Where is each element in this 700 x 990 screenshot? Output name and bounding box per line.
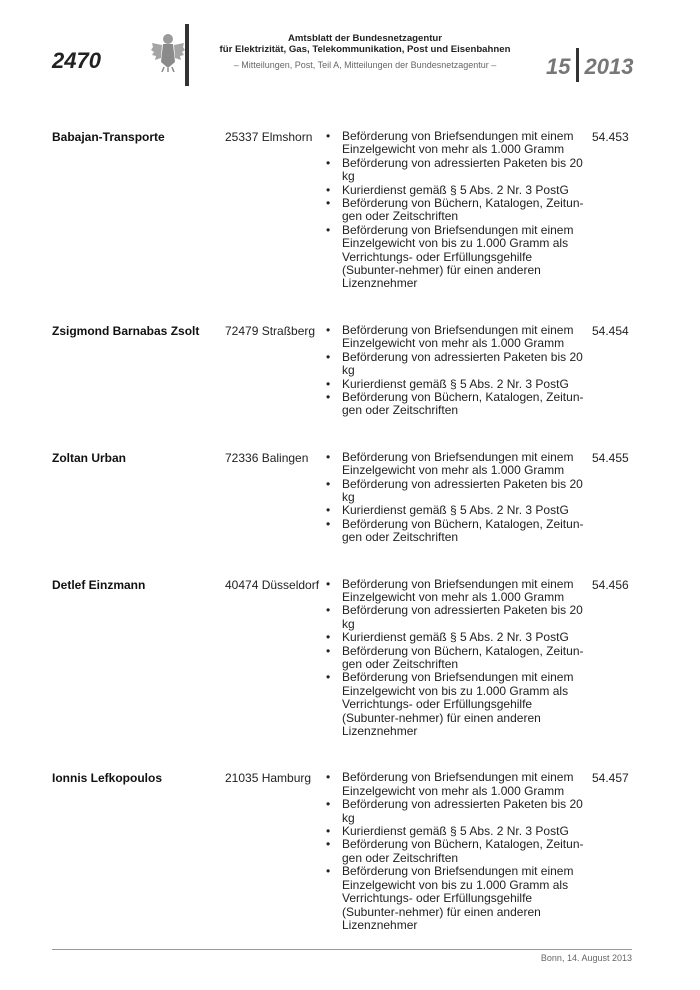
licensee-place: 72479 Straßberg <box>225 323 316 338</box>
licensee-name: Detlef Einzmann <box>52 577 146 592</box>
licensee-name: Zsigmond Barnabas Zsolt <box>52 323 200 338</box>
service-item: • Beförderung von Briefsendungen mit einem Einzelgewicht von mehr als 1.000 Gramm <box>324 771 589 798</box>
service-item: • Kurierdienst gemäß § 5 Abs. 2 Nr. 3 PostG <box>324 504 589 517</box>
service-list <box>324 324 589 418</box>
licensee-name: Babajan-Transporte <box>52 130 165 144</box>
journal-title <box>195 33 535 55</box>
license-number: 54.455 <box>592 450 629 465</box>
license-number: 54.457 <box>592 771 629 786</box>
service-list <box>324 130 589 291</box>
service-item: • Kurierdienst gemäß § 5 Abs. 2 Nr. 3 PostG <box>324 825 589 838</box>
issue-year: 2013 <box>584 54 634 79</box>
service-item: • Beförderung von Büchern, Katalogen, Zeitun-gen oder Zeitschriften <box>324 518 589 545</box>
license-entry <box>52 130 642 291</box>
service-list <box>324 578 589 739</box>
service-item: • Beförderung von Briefsendungen mit einem Einzelgewicht von mehr als 1.000 Gramm <box>324 578 589 605</box>
footer-rule <box>52 949 632 950</box>
service-item: • Beförderung von adressierten Paketen bis 20 kg <box>324 798 589 825</box>
licensee-place: 40474 Düsseldorf <box>225 577 320 592</box>
service-item: • Kurierdienst gemäß § 5 Abs. 2 Nr. 3 PostG <box>324 378 589 391</box>
issue-divider <box>576 48 579 82</box>
service-list <box>324 451 589 545</box>
service-item: • Beförderung von adressierten Paketen bis 20 kg <box>324 604 589 631</box>
service-item: • Beförderung von Briefsendungen mit einem Einzelgewicht von mehr als 1.000 Gramm <box>324 451 589 478</box>
service-item: • Beförderung von Briefsendungen mit einem Einzelgewicht von mehr als 1.000 Gramm <box>324 130 589 157</box>
license-entry <box>52 451 642 545</box>
license-entry <box>52 324 642 418</box>
licensee-place: 21035 Hamburg <box>225 771 312 786</box>
service-item: • Beförderung von Briefsendungen mit einem Einzelgewicht von bis zu 1.000 Gramm als Verrichtungs- oder Erfüllungsgehilfe (Subunter-nehmer) für einen anderen Lizenznehmer <box>324 671 589 738</box>
issue-label <box>546 48 633 82</box>
service-item: • Kurierdienst gemäß § 5 Abs. 2 Nr. 3 PostG <box>324 184 589 197</box>
license-entry <box>52 771 642 932</box>
licensee-place: 72336 Balingen <box>225 450 309 465</box>
service-item: • Beförderung von adressierten Paketen bis 20 kg <box>324 478 589 505</box>
journal-title-line-2: für Elektrizität, Gas, Telekommunikation, Post und Eisenbahnen <box>219 44 511 55</box>
journal-title-line-1: Amtsblatt der Bundesnetzagentur <box>287 33 443 44</box>
header-divider <box>185 24 189 86</box>
licensee-place: 25337 Elmshorn <box>225 130 313 144</box>
license-number: 54.454 <box>592 323 629 338</box>
service-item: • Beförderung von Büchern, Katalogen, Zeitun-gen oder Zeitschriften <box>324 391 589 418</box>
service-item: • Beförderung von adressierten Paketen bis 20 kg <box>324 351 589 378</box>
service-list <box>324 771 589 932</box>
journal-subtitle: – Mitteilungen, Post, Teil A, Mitteilungen der Bundesnetzagentur – <box>233 60 497 70</box>
service-item: • Beförderung von adressierten Paketen bis 20 kg <box>324 157 589 184</box>
licensee-name: Ionnis Lefkopoulos <box>52 771 162 786</box>
issue-number: 15 <box>546 54 571 79</box>
licensee-name: Zoltan Urban <box>52 450 126 465</box>
service-item: • Beförderung von Briefsendungen mit einem Einzelgewicht von mehr als 1.000 Gramm <box>324 324 589 351</box>
service-item: • Beförderung von Briefsendungen mit einem Einzelgewicht von bis zu 1.000 Gramm als Verrichtungs- oder Erfüllungsgehilfe (Subunter-nehmer) für einen anderen Lizenznehmer <box>324 865 589 932</box>
license-entry <box>52 578 642 739</box>
footer-place-date: Bonn, 14. August 2013 <box>540 953 632 963</box>
service-item: • Beförderung von Büchern, Katalogen, Zeitun-gen oder Zeitschriften <box>324 645 589 672</box>
service-item: • Beförderung von Büchern, Katalogen, Zeitun-gen oder Zeitschriften <box>324 197 589 224</box>
service-item: • Beförderung von Büchern, Katalogen, Zeitun-gen oder Zeitschriften <box>324 838 589 865</box>
license-number: 54.453 <box>592 130 629 144</box>
page-number: 2470 <box>52 48 101 73</box>
service-item: • Beförderung von Briefsendungen mit einem Einzelgewicht von bis zu 1.000 Gramm als Verrichtungs- oder Erfüllungsgehilfe (Subunter-nehmer) für einen anderen Lizenznehmer <box>324 224 589 291</box>
service-item: • Kurierdienst gemäß § 5 Abs. 2 Nr. 3 PostG <box>324 631 589 644</box>
federal-eagle-icon <box>150 32 186 72</box>
license-number: 54.456 <box>592 577 629 592</box>
license-list <box>52 130 642 965</box>
